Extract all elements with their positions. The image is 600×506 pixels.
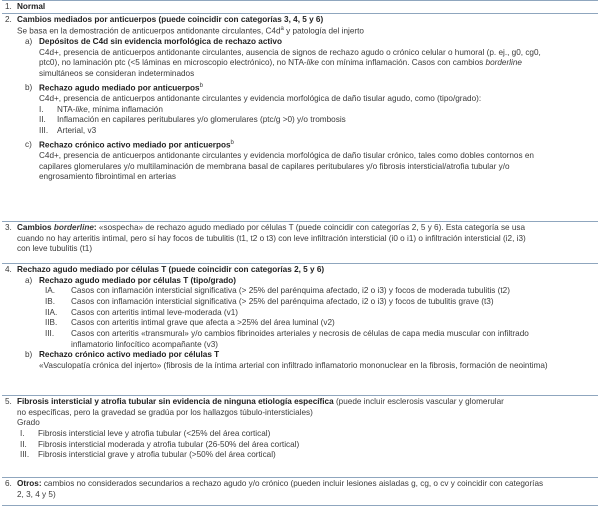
b-item-1: I. NTA-like, mínima inflamación [39,104,163,114]
section-title: Rechazo agudo mediado por células T (puede coincidir con categorías 2, 5 y 6) [17,265,325,274]
subsection-c: c) Rechazo crónico activo mediado por anticuerpos$^b$ [25,139,234,150]
a-item-IIA: IIA. Casos con arteritis intimal leve-moderada (v1) [45,307,238,317]
section-number: 2. [5,15,12,24]
section-6: 6. Otros: cambios no considerados secundarios a rechazo agudo y/o crónico (pueden incluir lesiones aisladas g, cg, o cv y coincidir con categorías 2, 3, 4 y 5) [2,478,598,506]
a-item-IIB: IIB. Casos con arteritis intimal grave que afecta a >25% del área luminal (v2) [45,318,335,328]
section-title: Cambios mediados por anticuerpos (puede coincidir con categorías 3, 4, 5 y 6) [17,15,324,24]
section-1 [2,0,598,14]
a-item-IB: IB. Casos con inflamación intersticial significativa (> 25% del parénquima afectado, i2 o i3) y focos de tubulitis grave (t3) [45,296,494,306]
section-3: 3. Cambios borderline: «sospecha» de rechazo agudo mediado por células T (puede coincidir con categorías 2, 5 y 6). Esta categoría se usa cuando no hay arteritis intimal, pero sí hay focos de tubulitis (t1, t2 o t3) con leve infiltración intersticial (i0 o i1) o infiltración intersticial (i2, i3) con leve tubulitis (t1) [2,222,598,264]
grade-item-3: III. Fibrosis intersticial grave y atrofia tubular (>50% del área cortical) [20,450,276,460]
grade-item-1: I. Fibrosis intersticial leve y atrofia tubular (<25% del área cortical) [20,428,271,438]
section-2: 2. Cambios mediados por anticuerpos (puede coincidir con categorías 3, 4, 5 y 6) Se basa en la demostración de anticuerpos antidonante circulantes, $C4d^a$ y patología del injerto a) Depósitos de C4d sin evidencia morfológica de rechazo activo C4d+, presencia de anticuerpos antidonante circulantes, ausencia de signos de rechazo agudo o crónico celular o humoral (p. ej., g0, cg0, ptc0), no laminación ptc (<5 láminas en microscopio electrónico), no NTA-like con mínima inflamación. Casos con cambios borderline simultáneos se consideran indeterminados b) Rechazo agudo mediado por anticuerpos$^b$ C4d+, presencia de anticuerpos antidonante circulantes y evidencia morfológica de daño tisular agudo, como (tipo/grado): I. NTA-like, mínima inflamación II. Inflamación en capilares peritubulares y/o glomerulares (ptc/g >0) y/o trombosis III. Arterial, v3 c) Rechazo crónico activo mediado por anticuerpos$^b$ C4d+, presencia de anticuerpos antidonante circulantes y evidencia morfológica de daño tisular crónico, tales como dobles contornos en capilares glomerulares y/o multilaminación de membrana basal de capilares peritubulares y/o fibrosis intersticial/atrofia tubular y/o engrosamiento fibrointimal en arterias [2,14,598,222]
subsection-a: a) Rechazo agudo mediado por células T (tipo/grado) [25,275,236,285]
section-number: 5. [5,397,12,406]
section-number: 1. [5,2,12,11]
section-title: Normal [17,2,46,11]
section-number: 6. [5,479,12,488]
subsection-a-text2: ptc0), no laminación ptc (<5 láminas en microscopio electrónico), no NTA-like con mínima inflamación. Casos con cambios borderline [39,58,522,68]
section-4: 4. Rechazo agudo mediado por células T (puede coincidir con categorías 2, 5 y 6) a) Rechazo agudo mediado por células T (tipo/grado) IA. Casos con inflamación intersticial significativa (> 25% del parénquima afectado, i2 o i3) y focos de moderada tubulitis (t2) IB. Casos con inflamación intersticial significativa (> 25% del parénquima afectado, i2 o i3) y focos de tubulitis grave (t3) IIA. Casos con arteritis intimal leve-moderada (v1) IIB. Casos con arteritis intimal grave que afecta a >25% del área luminal (v2) III. Casos con arteritis «transmural» y/o cambios fibrinoides arteriales y necrosis de células de capa media muscular con infiltrado inflamatorio linfocítico acompañante (v3) b) Rechazo crónico activo mediado por células T «Vasculopatía crónica del injerto» (fibrosis de la íntima arterial con infiltrado inflamatorio mononuclear en la fibrosis, formación de neointima) [2,264,598,396]
b-item-2: II. Inflamación en capilares peritubulares y/o glomerulares (ptc/g >0) y/o trombosis [39,115,346,125]
section-number: 4. [5,265,12,274]
section-number: 3. [5,223,12,232]
section-5: 5. Fibrosis intersticial y atrofia tubular sin evidencia de ninguna etiología específica (puede incluir esclerosis vascular y glomerular no específicas, pero la gravedad se gradúa por los hallazgos túbulo-intersticiales) Grado I. Fibrosis intersticial leve y atrofia tubular (<25% del área cortical) II. Fibrosis intersticial moderada y atrofia tubular (26-50% del área cortical) III. Fibrosis intersticial grave y atrofia tubular (>50% del área cortical) [2,396,598,478]
grade-item-2: II. Fibrosis intersticial moderada y atrofia tubular (26-50% del área cortical) [20,439,300,449]
section-intro: Se basa en la demostración de anticuerpos antidonante circulantes, $C4d^a$ y patología del injerto [17,25,364,36]
a-item-IA: IA. Casos con inflamación intersticial significativa (> 25% del parénquima afectado, i2 o i3) y focos de moderada tubulitis (t2) [45,286,510,296]
a-item-III: III. Casos con arteritis «transmural» y/o cambios fibrinoides arteriales y necrosis de células de capa media muscular con infiltrado [45,328,529,338]
subsection-a: a) Depósitos de C4d sin evidencia morfológica de rechazo activo [25,37,282,47]
b-item-3: III. Arterial, v3 [39,126,97,136]
subsection-b: b) Rechazo crónico activo mediado por células T [25,350,220,360]
subsection-b: b) Rechazo agudo mediado por anticuerpos$^b$ [25,82,203,93]
